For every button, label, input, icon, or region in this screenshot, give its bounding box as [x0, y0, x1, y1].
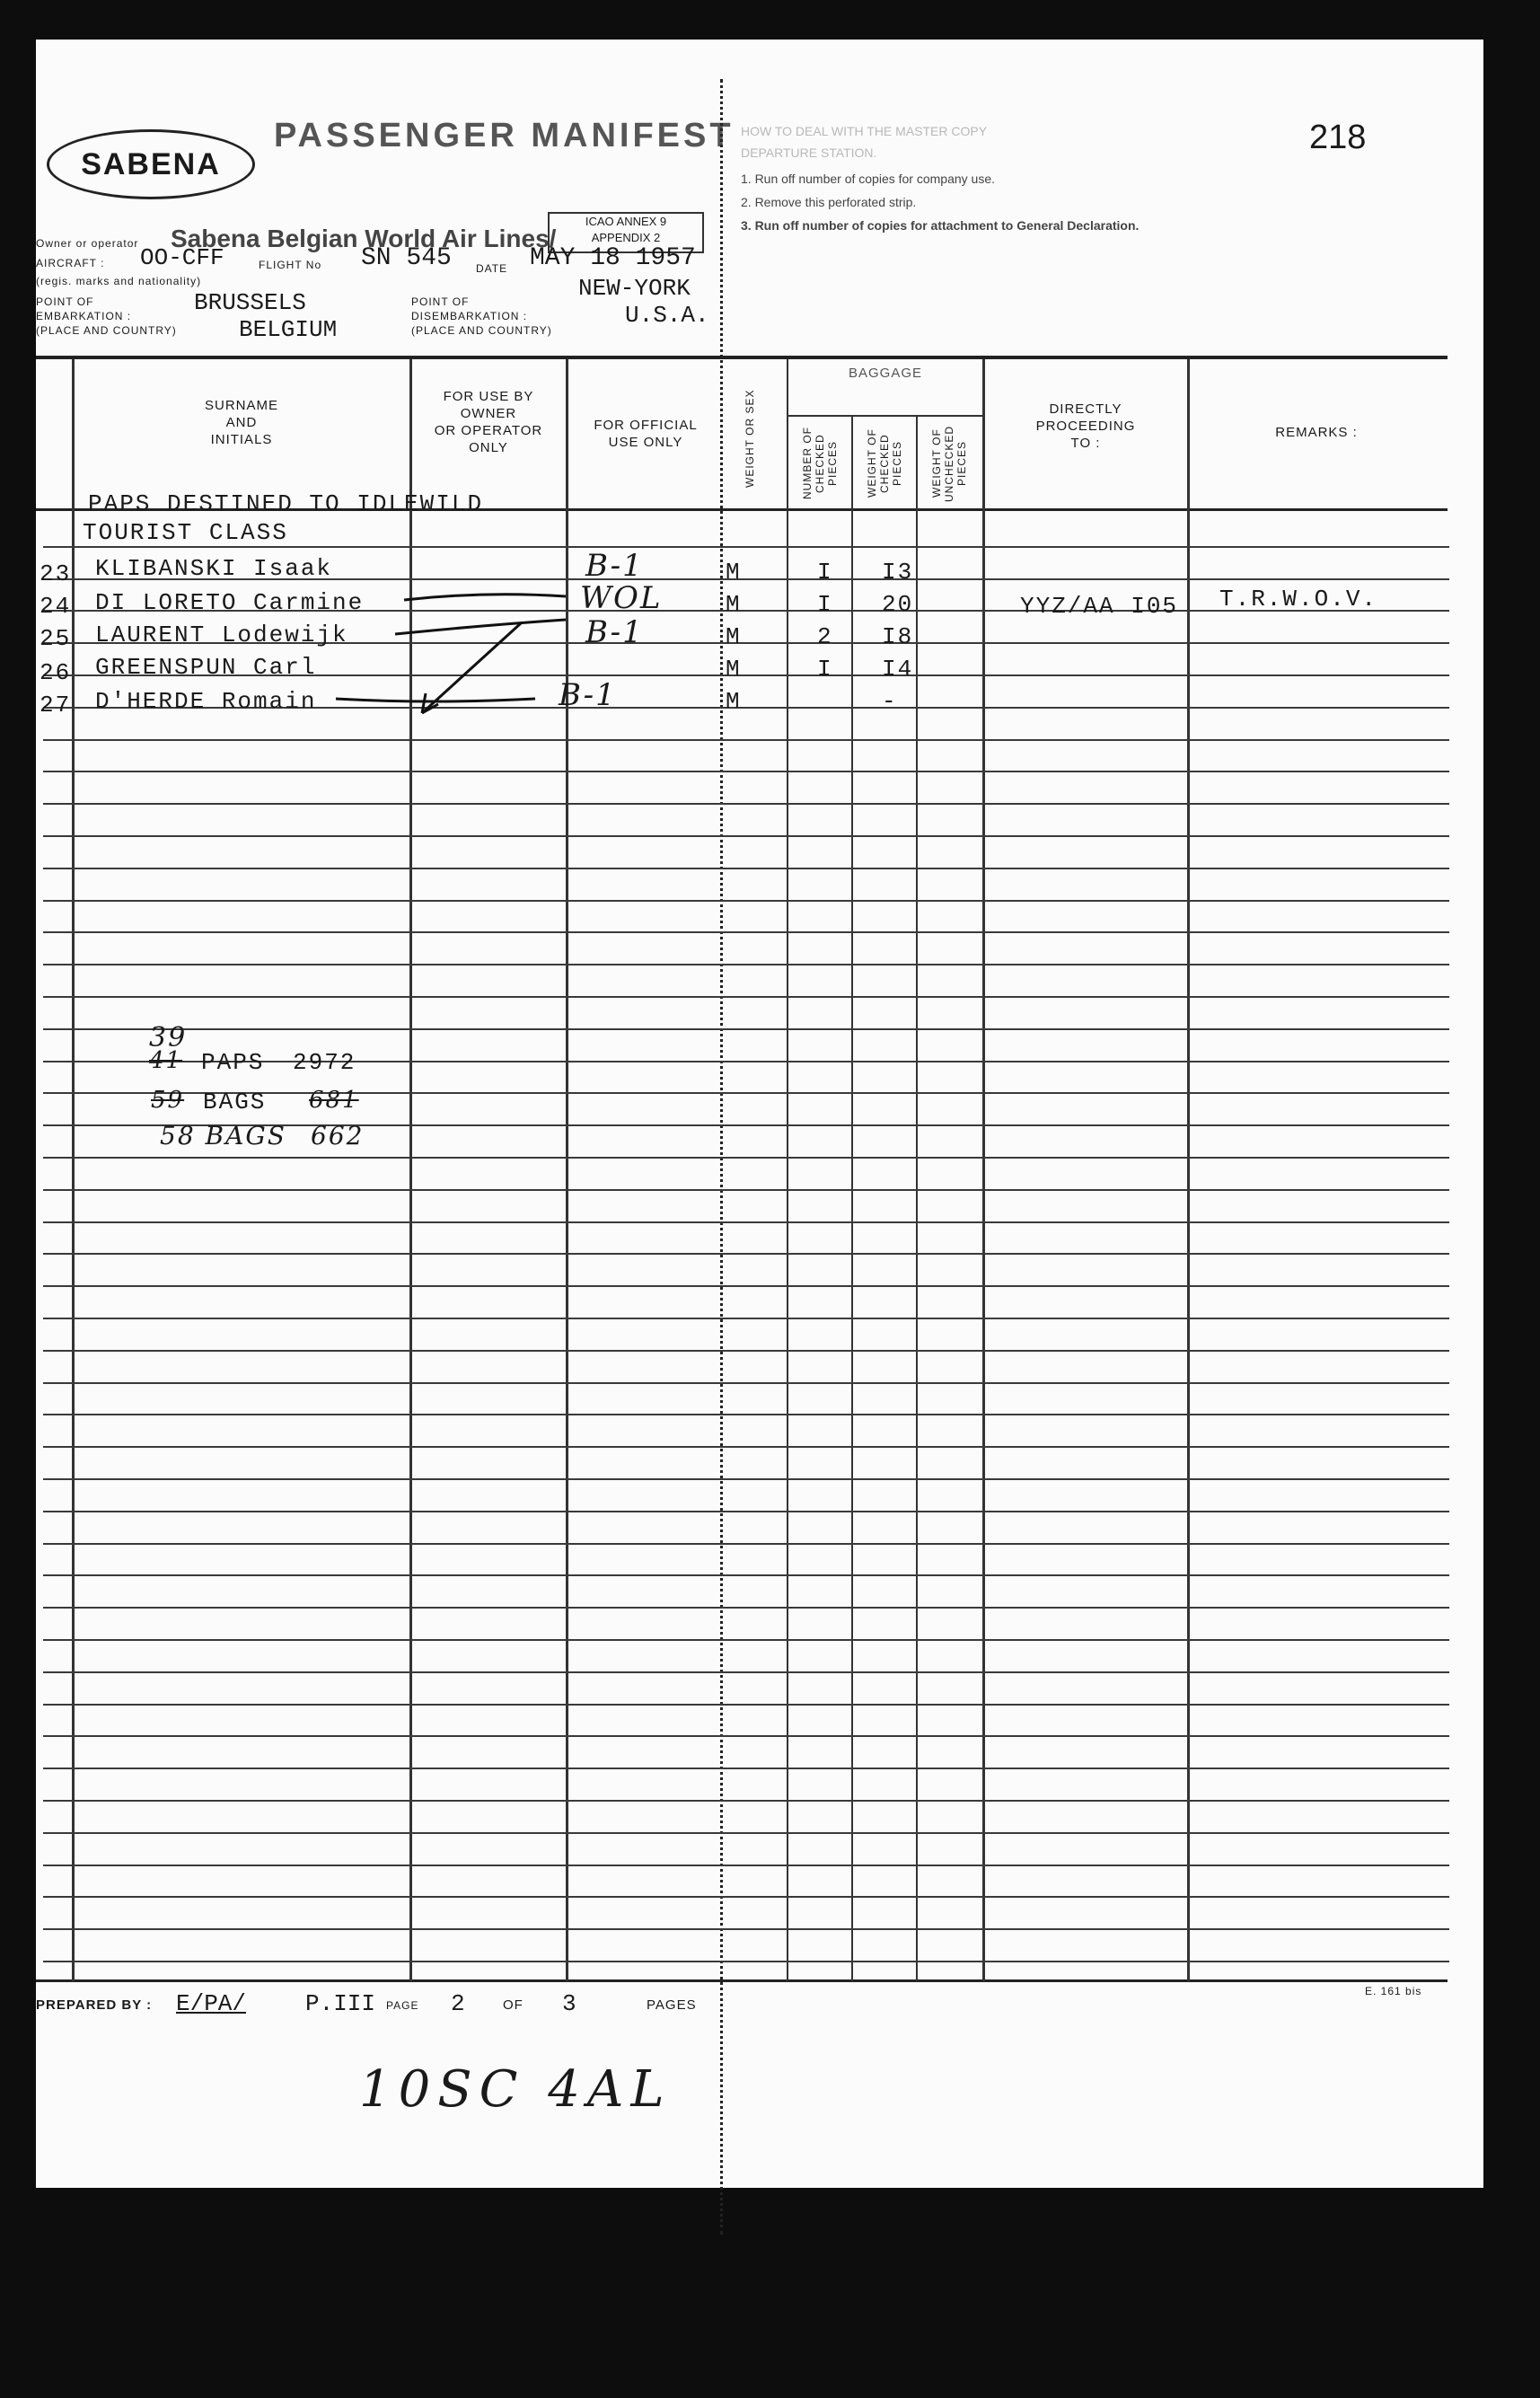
row-number: 27 — [40, 692, 72, 719]
embark-label-3: (PLACE AND COUNTRY) — [36, 324, 177, 337]
passenger-name: LAURENT Lodewijk — [95, 622, 348, 648]
row-number: 24 — [40, 593, 72, 620]
flight-label: FLIGHT No — [259, 259, 322, 271]
ruled-line — [43, 1028, 1449, 1030]
col-header-official — [569, 417, 722, 451]
passenger-name: KLIBANSKI Isaak — [95, 555, 333, 582]
weight-sex: M — [726, 623, 742, 650]
checked-pieces: I — [817, 656, 833, 683]
official-mark: B-1 — [585, 548, 644, 584]
bags-final: 58 BAGS — [160, 1121, 286, 1151]
ruled-line — [43, 1350, 1449, 1352]
passenger-name: D'HERDE Romain — [95, 688, 317, 715]
paps-weight: 2972 — [293, 1049, 356, 1076]
col-line-proceeding — [1187, 359, 1190, 1981]
col-header-proceeding-2: PROCEEDING — [1035, 419, 1136, 434]
ruled-line — [43, 1574, 1449, 1576]
col-header-owner-1: FOR USE BY — [443, 389, 534, 404]
ruled-line — [43, 1671, 1449, 1673]
operator-value: Sabena Belgian World Air Lines/ — [171, 225, 557, 252]
disembark-label-1: POINT OF — [411, 295, 470, 308]
col-header-unchecked-weight: WEIGHT OF UNCHECKED PIECES — [930, 425, 968, 502]
remarks: T.R.W.O.V. — [1219, 586, 1378, 613]
embark-country: BELGIUM — [239, 316, 338, 343]
checked-pieces: I — [817, 591, 833, 618]
ruled-line — [43, 739, 1449, 741]
proceeding-to: YYZ/AA I05 — [1020, 593, 1179, 620]
checked-weight: I4 — [882, 656, 914, 683]
row-number: 25 — [40, 625, 72, 652]
prepared-by-value: E/PA/ — [176, 1990, 247, 2017]
handwritten-note: 10SC 4AL — [359, 2060, 672, 2119]
prepared-by-label: PREPARED BY : — [36, 1997, 153, 2013]
bags-label: BAGS — [203, 1089, 267, 1115]
ruled-line — [43, 964, 1449, 965]
embark-label-1: POINT OF — [36, 295, 94, 308]
page-number: 218 — [1309, 119, 1367, 156]
bags-final-weight: 662 — [311, 1121, 365, 1151]
pages-label: PAGES — [647, 1997, 697, 2013]
section-line-class: TOURIST CLASS — [83, 519, 288, 546]
ruled-line — [43, 1221, 1449, 1223]
flight-value: SN 545 — [361, 244, 452, 272]
ruled-line — [43, 1318, 1449, 1319]
official-mark: WOL — [580, 580, 663, 616]
checked-weight: I3 — [882, 559, 914, 586]
ruled-line — [43, 1928, 1449, 1930]
col-header-remarks: REMARKS : — [1275, 425, 1358, 440]
ruled-line — [43, 868, 1449, 869]
embark-label — [36, 295, 177, 338]
ruled-line — [43, 546, 1449, 548]
prepared-by-extra: P.III — [305, 1990, 376, 2017]
operator-label: Owner or operator — [36, 237, 139, 250]
paps-label: PAPS — [201, 1049, 265, 1076]
ruled-line — [43, 1607, 1449, 1609]
bags-struck-count: 59 — [151, 1087, 185, 1114]
ruled-line — [43, 1639, 1449, 1641]
col-header-surname — [75, 397, 408, 448]
col-header-owner — [413, 388, 564, 456]
baggage-divider — [788, 415, 984, 417]
ruled-line — [43, 1961, 1449, 1962]
bags-struck-weight: 681 — [309, 1087, 359, 1114]
aircraft-value: OO-CFF — [140, 244, 224, 271]
paps-struck: 41 — [149, 1047, 183, 1074]
col-line-num — [72, 359, 75, 1981]
embark-label-2: EMBARKATION : — [36, 310, 132, 322]
col-header-surname-1: SURNAME — [204, 398, 278, 413]
form-code: E. 161 bis — [1365, 1985, 1422, 1997]
col-header-checked-pieces: NUMBER OF CHECKED PIECES — [801, 427, 839, 500]
col-header-baggage: BAGGAGE — [848, 366, 923, 381]
ruled-line — [43, 900, 1449, 902]
ruled-line — [43, 835, 1449, 837]
section-line-destination: PAPS DESTINED TO IDLEWILD — [88, 490, 484, 517]
sabena-logo: SABENA — [47, 129, 255, 199]
instruction-steps — [741, 167, 1139, 237]
ruled-line — [43, 1704, 1449, 1706]
weight-sex: M — [726, 688, 742, 715]
ruled-line — [43, 1446, 1449, 1448]
date-value: MAY 18 1957 — [530, 244, 696, 272]
date-label: DATE — [476, 262, 508, 275]
disembark-label-3: (PLACE AND COUNTRY) — [411, 324, 552, 337]
disembark-label-2: DISEMBARKATION : — [411, 310, 528, 322]
col-header-checked-weight: WEIGHT OF CHECKED PIECES — [866, 428, 903, 498]
checked-pieces: 2 — [817, 623, 833, 650]
table-bottom-border — [36, 1979, 1448, 1982]
col-header-proceeding-1: DIRECTLY — [1049, 401, 1122, 417]
ruled-line — [43, 1768, 1449, 1769]
ruled-line — [43, 1285, 1449, 1287]
checked-weight: - — [882, 688, 898, 715]
manifest-sheet — [36, 40, 1483, 2188]
checked-weight: I8 — [882, 623, 914, 650]
ruled-line — [43, 931, 1449, 933]
ruled-line — [43, 1543, 1449, 1545]
ruled-line — [43, 1253, 1449, 1255]
ruled-line — [43, 1382, 1449, 1384]
ruled-line — [43, 1189, 1449, 1191]
row-number: 23 — [40, 560, 72, 587]
col-header-owner-2: OWNER — [460, 406, 517, 421]
weight-sex: M — [726, 656, 742, 683]
icao-line-2: APPENDIX 2 — [591, 231, 661, 244]
ruled-line — [43, 1157, 1449, 1159]
instructions — [741, 120, 1316, 163]
ruled-line — [43, 1735, 1449, 1737]
stroke-line-1 — [404, 595, 566, 600]
disembark-label — [411, 295, 552, 338]
icao-line-1: ICAO ANNEX 9 — [585, 215, 667, 228]
page-label: PAGE — [386, 1999, 419, 2012]
ruled-line — [43, 1865, 1449, 1866]
ruled-line — [43, 803, 1449, 805]
col-header-official-1: FOR OFFICIAL — [594, 418, 698, 433]
ruled-line — [43, 771, 1449, 772]
ruled-line — [43, 1511, 1449, 1512]
col-header-owner-3: OR OPERATOR — [434, 423, 543, 438]
page-value: 2 — [451, 1990, 465, 2017]
col-header-surname-2: AND — [225, 415, 258, 430]
col-header-official-2: USE ONLY — [608, 435, 683, 450]
instruction-3: 3. Run off number of copies for attachment to General Declaration. — [741, 218, 1140, 233]
instruction-station: DEPARTURE STATION. — [741, 145, 877, 160]
stroke-line-3 — [336, 699, 535, 701]
stroke-line-2 — [395, 620, 566, 634]
official-mark: B-1 — [585, 614, 644, 650]
instruction-heading: HOW TO DEAL WITH THE MASTER COPY — [741, 124, 988, 138]
col-line-weight — [916, 417, 918, 1981]
ruled-line — [43, 1800, 1449, 1802]
passenger-name: DI LORETO Carmine — [95, 589, 365, 616]
disembark-country: U.S.A. — [625, 302, 709, 329]
official-mark: B-1 — [559, 677, 617, 713]
weight-sex: M — [726, 559, 742, 586]
passenger-name: GREENSPUN Carl — [95, 654, 317, 681]
col-line-sex — [787, 359, 788, 1981]
regis-label: (regis. marks and nationality) — [36, 275, 202, 287]
table-top-border — [36, 356, 1448, 359]
ruled-line — [43, 1896, 1449, 1898]
row-number: 26 — [40, 659, 72, 686]
aircraft-label: AIRCRAFT : — [36, 257, 105, 269]
col-header-surname-3: INITIALS — [210, 432, 273, 447]
ruled-line — [43, 1478, 1449, 1480]
col-line-pieces — [851, 417, 853, 1981]
of-label: OF — [503, 1997, 524, 2013]
weight-sex: M — [726, 591, 742, 618]
instruction-2: 2. Remove this perforated strip. — [741, 195, 917, 209]
col-header-proceeding-3: TO : — [1070, 436, 1101, 451]
checked-weight: 20 — [882, 591, 914, 618]
instruction-1: 1. Run off number of copies for company use. — [741, 172, 996, 186]
col-line-unchecked — [982, 359, 985, 1981]
paps-corrected: 39 — [149, 1022, 188, 1054]
disembark-city: NEW-YORK — [578, 275, 691, 302]
col-header-owner-4: ONLY — [469, 440, 508, 455]
document-title: PASSENGER MANIFEST — [274, 117, 735, 154]
checked-pieces: I — [817, 559, 833, 586]
ruled-line — [43, 996, 1449, 998]
col-header-weight-sex: WEIGHT OR SEX — [744, 389, 756, 488]
embark-city: BRUSSELS — [194, 289, 306, 316]
ruled-line — [43, 1832, 1449, 1834]
handwritten-strike — [332, 686, 539, 713]
col-header-proceeding — [986, 401, 1185, 452]
ruled-line — [43, 1414, 1449, 1415]
of-value: 3 — [562, 1990, 576, 2017]
